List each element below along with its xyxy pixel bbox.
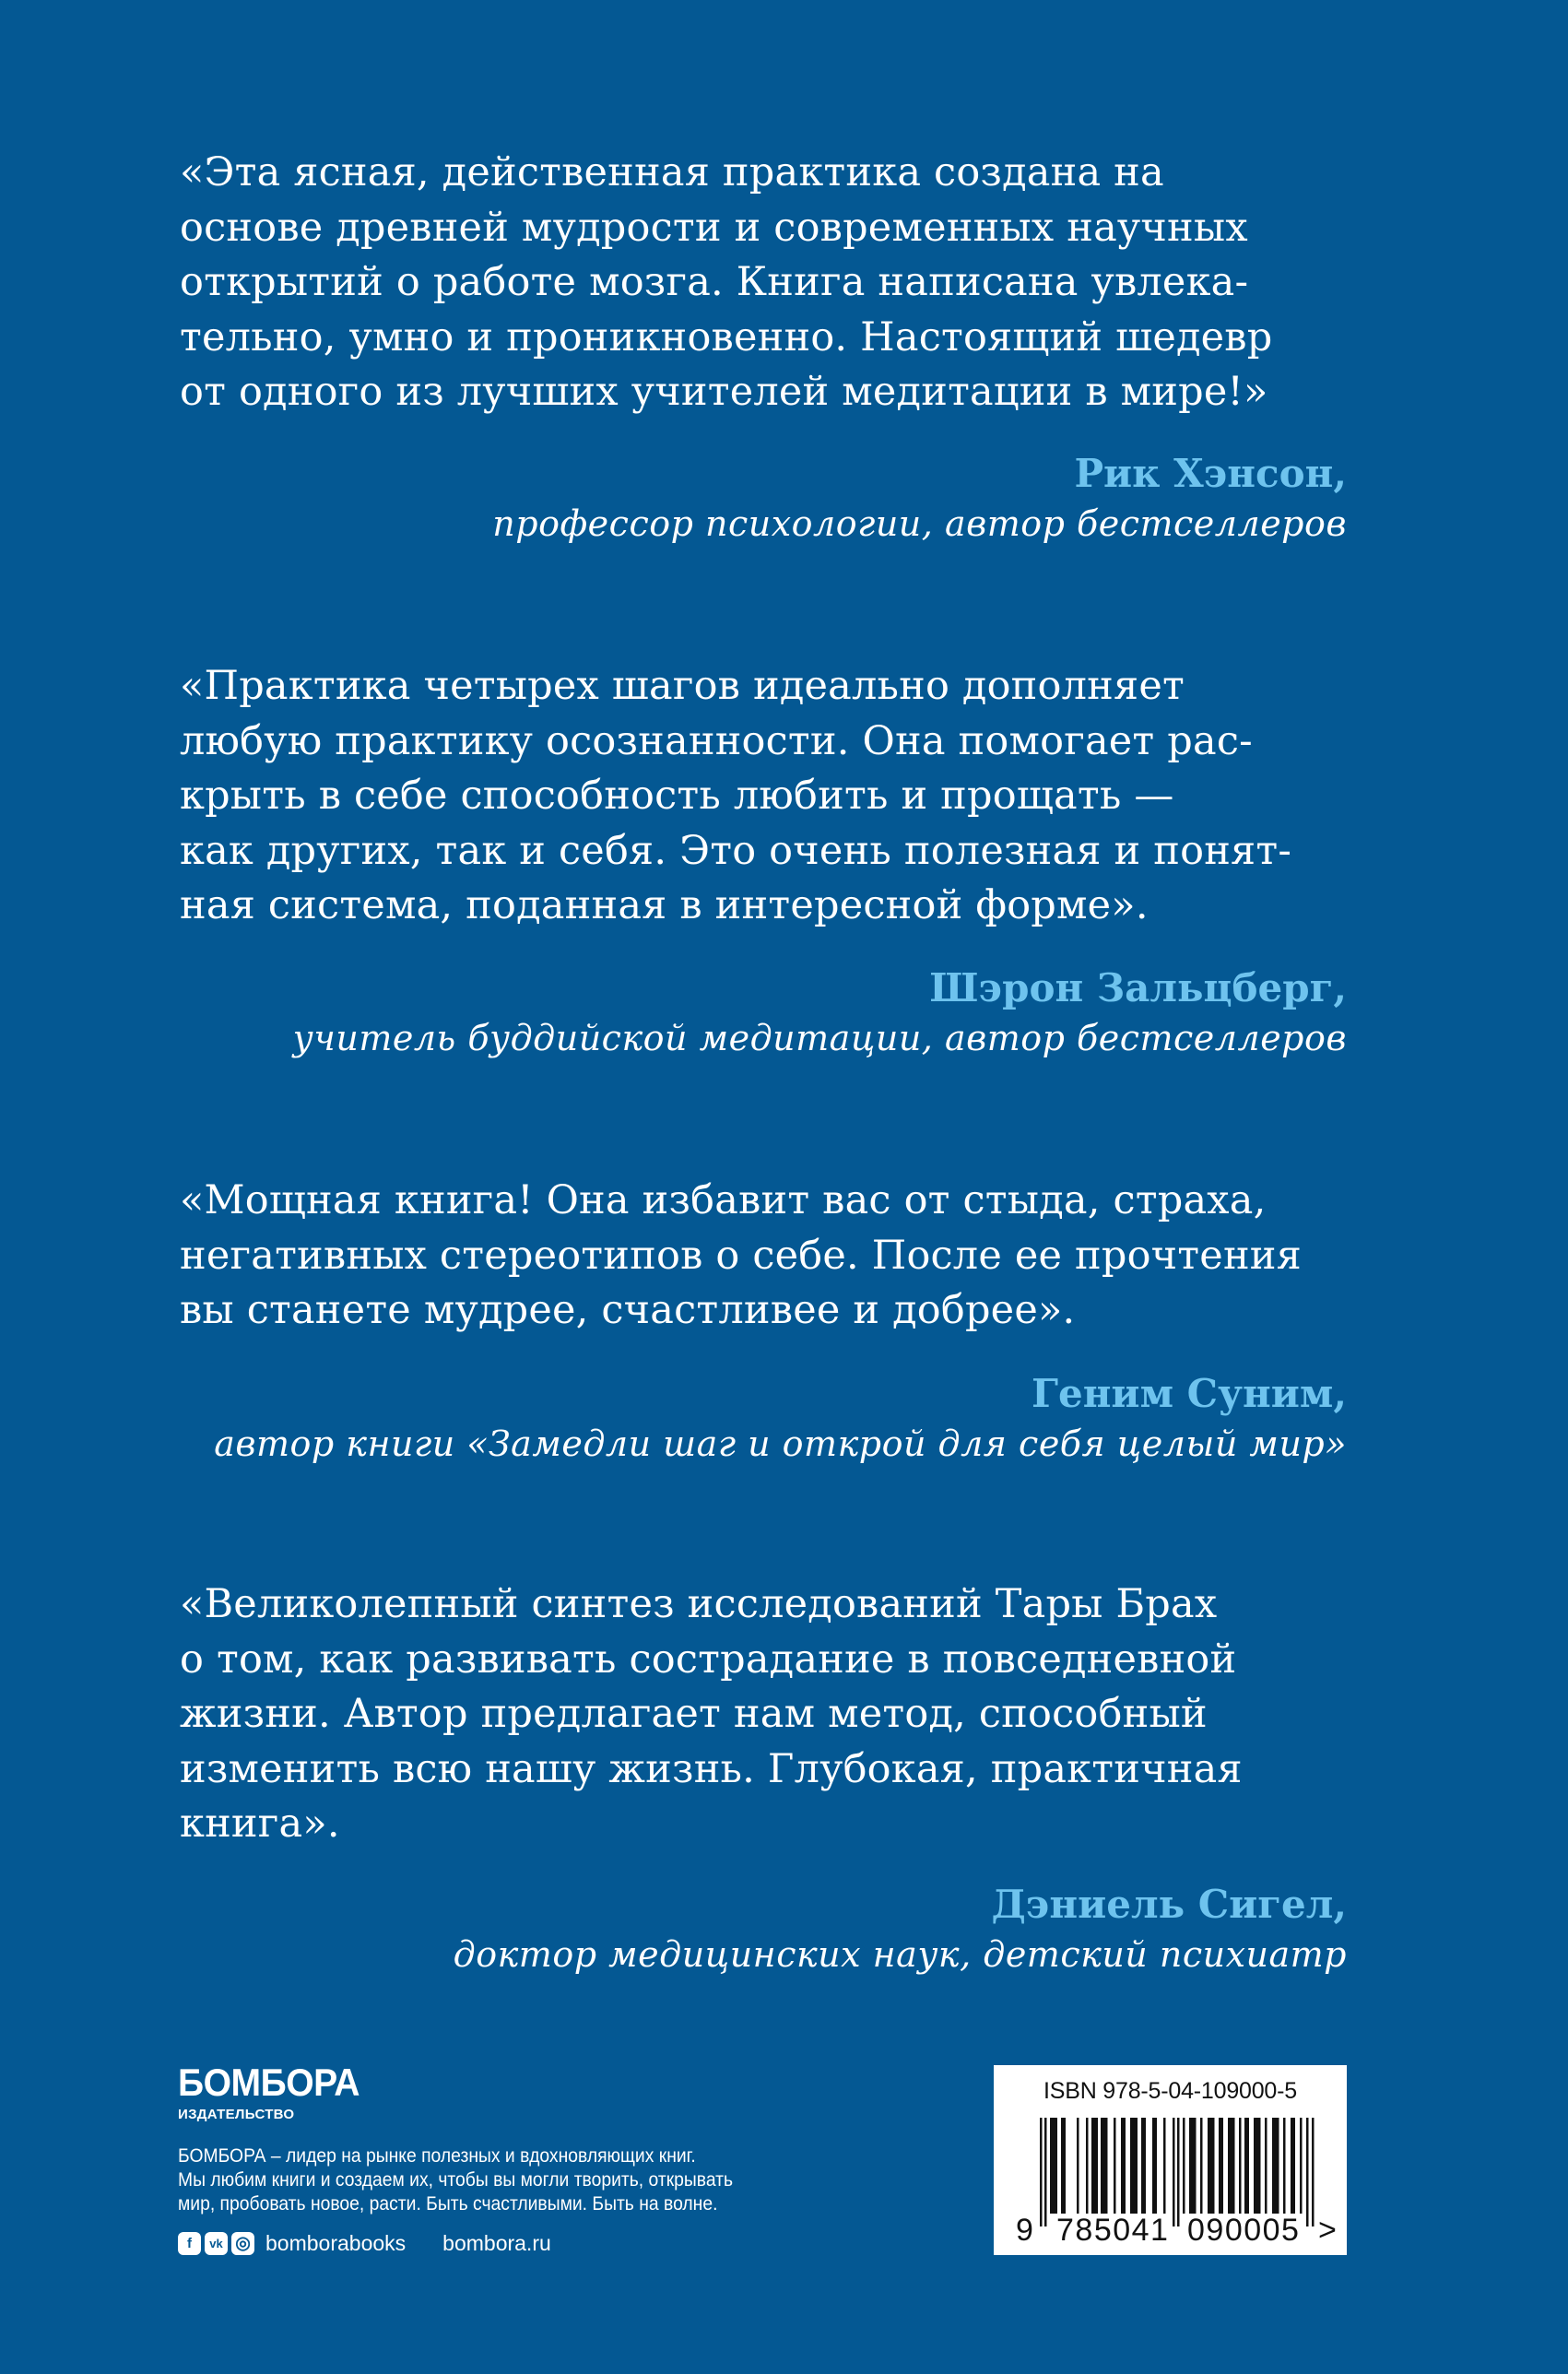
social-handle[interactable]: bomborabooks <box>265 2231 407 2255</box>
quote-line: ная система, поданная в интересной форме». <box>180 882 1149 928</box>
quote-line: от одного из лучших учителей медитации в мире!» <box>180 369 1268 415</box>
isbn-barcode <box>994 2065 1347 2255</box>
barcode-digits-right: 090005 <box>1187 2213 1301 2248</box>
attribution-1 <box>492 448 1347 548</box>
quote-line: о том, как развивать сострадание в повседневной <box>180 1636 1237 1683</box>
author-name: Шэрон Зальцберг, <box>929 965 1347 1010</box>
quote-line: вы станете мудрее, счастливее и добрее». <box>180 1287 1076 1333</box>
quote-line: любую практику осознанности. Она помогает рас- <box>180 717 1253 764</box>
quote-2 <box>180 659 1350 934</box>
author-role: профессор психологии, автор бестселлеров <box>492 503 1347 544</box>
author-role: учитель буддийской медитации, автор бестселлеров <box>292 1018 1347 1058</box>
quote-3 <box>180 1174 1350 1339</box>
publisher-logo: БОМБОРА <box>178 2061 360 2104</box>
quote-1 <box>180 146 1350 420</box>
publisher-logo-subtitle: ИЗДАТЕЛЬСТВО <box>178 2107 295 2122</box>
description-line: БОМБОРА – лидер на рынке полезных и вдохновляющих книг. <box>178 2145 696 2167</box>
attribution-4 <box>454 1879 1347 1978</box>
quote-line: тельно, умно и проникновенно. Настоящий шедевр <box>180 313 1273 360</box>
author-role: автор книги «Замедли шаг и открой для себя целый мир» <box>214 1423 1347 1464</box>
barcode-bars <box>1040 2118 1316 2226</box>
attribution-3 <box>214 1368 1347 1468</box>
barcode-arrow: > <box>1318 2213 1338 2248</box>
description-line: мир, пробовать новое, расти. Быть счастливыми. Быть на волне. <box>178 2193 718 2215</box>
facebook-icon[interactable]: f <box>178 2232 201 2255</box>
barcode-digits-left: 785041 <box>1056 2213 1170 2248</box>
quote-line: как других, так и себя. Это очень полезная и понят- <box>180 827 1292 874</box>
quote-line: основе древней мудрости и современных научных <box>180 204 1248 251</box>
vk-icon[interactable]: vk <box>205 2232 228 2255</box>
quote-line: изменить всю нашу жизнь. Глубокая, практичная <box>180 1745 1243 1792</box>
quote-line: книга». <box>180 1801 340 1847</box>
description-line: Мы любим книги и создаем их, чтобы вы могли творить, открывать <box>178 2169 734 2191</box>
quote-line: «Эта ясная, действенная практика создана на <box>180 149 1164 195</box>
isbn-label: ISBN 978-5-04-109000-5 <box>1043 2078 1297 2104</box>
quote-line: негативных стереотипов о себе. После ее прочтения <box>180 1232 1302 1279</box>
quote-line: «Мощная книга! Она избавит вас от стыда, страха, <box>180 1177 1267 1223</box>
website-link[interactable]: bombora.ru <box>442 2231 551 2255</box>
publisher-description <box>178 2144 897 2216</box>
quote-line: жизни. Автор предлагает нам метод, способный <box>180 1691 1208 1737</box>
social-row <box>178 2231 897 2256</box>
quote-line: открытий о работе мозга. Книга написана увлека- <box>180 259 1249 305</box>
instagram-icon[interactable]: ◎ <box>231 2232 254 2255</box>
publisher-block <box>178 2061 897 2256</box>
quote-line: «Практика четырех шагов идеально дополняет <box>180 663 1185 709</box>
author-name: Геним Суним, <box>1031 1371 1347 1416</box>
author-name: Рик Хэнсон, <box>1074 451 1347 496</box>
author-name: Дэниель Сигел, <box>991 1882 1347 1927</box>
barcode-digit-first: 9 <box>1016 2213 1035 2248</box>
author-role: доктор медицинских наук, детский психиатр <box>453 1934 1347 1975</box>
quote-4 <box>180 1577 1350 1852</box>
quote-line: «Великолепный синтез исследований Тары Брах <box>180 1581 1218 1627</box>
attribution-2 <box>293 963 1347 1062</box>
quote-line: крыть в себе способность любить и прощать — <box>180 773 1174 819</box>
